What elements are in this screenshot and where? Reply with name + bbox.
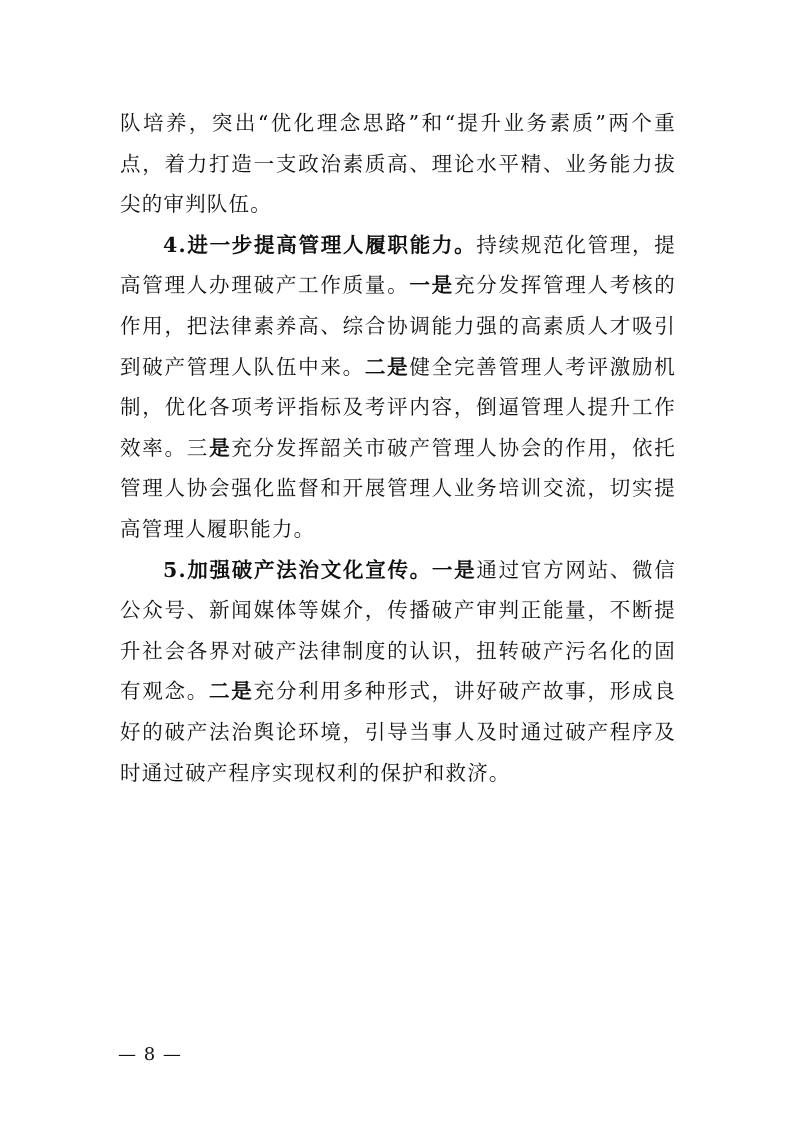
paragraph-text: 健全完善管理人考评激励机制，优化各项考评指标及考评内容，倒逼管理人提升工作效率。三 [120, 354, 677, 460]
paragraph-text: 充分利用多种形式，讲好破产故事，形成良好的破产法治舆论环境，引导当事人及时通过破产程序及时通过破产程序实现权利的保护和救济。 [120, 679, 676, 785]
enumeration-label: 二是 [209, 679, 254, 704]
paragraph-text: 持续规范化管理，提高管理人办理破产工作质量。 [120, 232, 676, 298]
paragraph-1 [120, 103, 676, 225]
enumeration-label: 二是 [364, 354, 410, 379]
enumeration-label: 一是 [409, 273, 454, 298]
paragraph-text: 充分发挥韶关市破产管理人协会的作用，依托管理人协会强化监督和开展管理人业务培训交流，切实提高管理人履职能力。 [120, 435, 677, 541]
section-heading-5: 5.加强破产法治文化宣传。 [163, 557, 432, 582]
page-number: — 8 — [118, 1044, 182, 1065]
paragraph-text: 队培养，突出“优化理念思路”和“提升业务素质”两个重点，着力打造一支政治素质高、理论水平精、业务能力拔尖的审判队伍。 [120, 111, 676, 217]
paragraph-3 [120, 550, 676, 794]
paragraph-text: 通过官方网站、微信公众号、新闻媒体等媒介，传播破产审判正能量，不断提升社会各界对破产法律制度的认识，扭转破产污名化的固有观念。 [120, 557, 676, 704]
section-heading-4: 4.进一步提高管理人履职能力。 [163, 232, 477, 257]
paragraph-text: 充分发挥管理人考核的作用，把法律素养高、综合协调能力强的高素质人才吸引到破产管理人队伍中来。 [120, 273, 676, 379]
document-body [120, 103, 676, 793]
paragraph-2 [120, 225, 676, 550]
enumeration-label: 是 [209, 435, 232, 460]
enumeration-label: 一是 [431, 557, 477, 582]
